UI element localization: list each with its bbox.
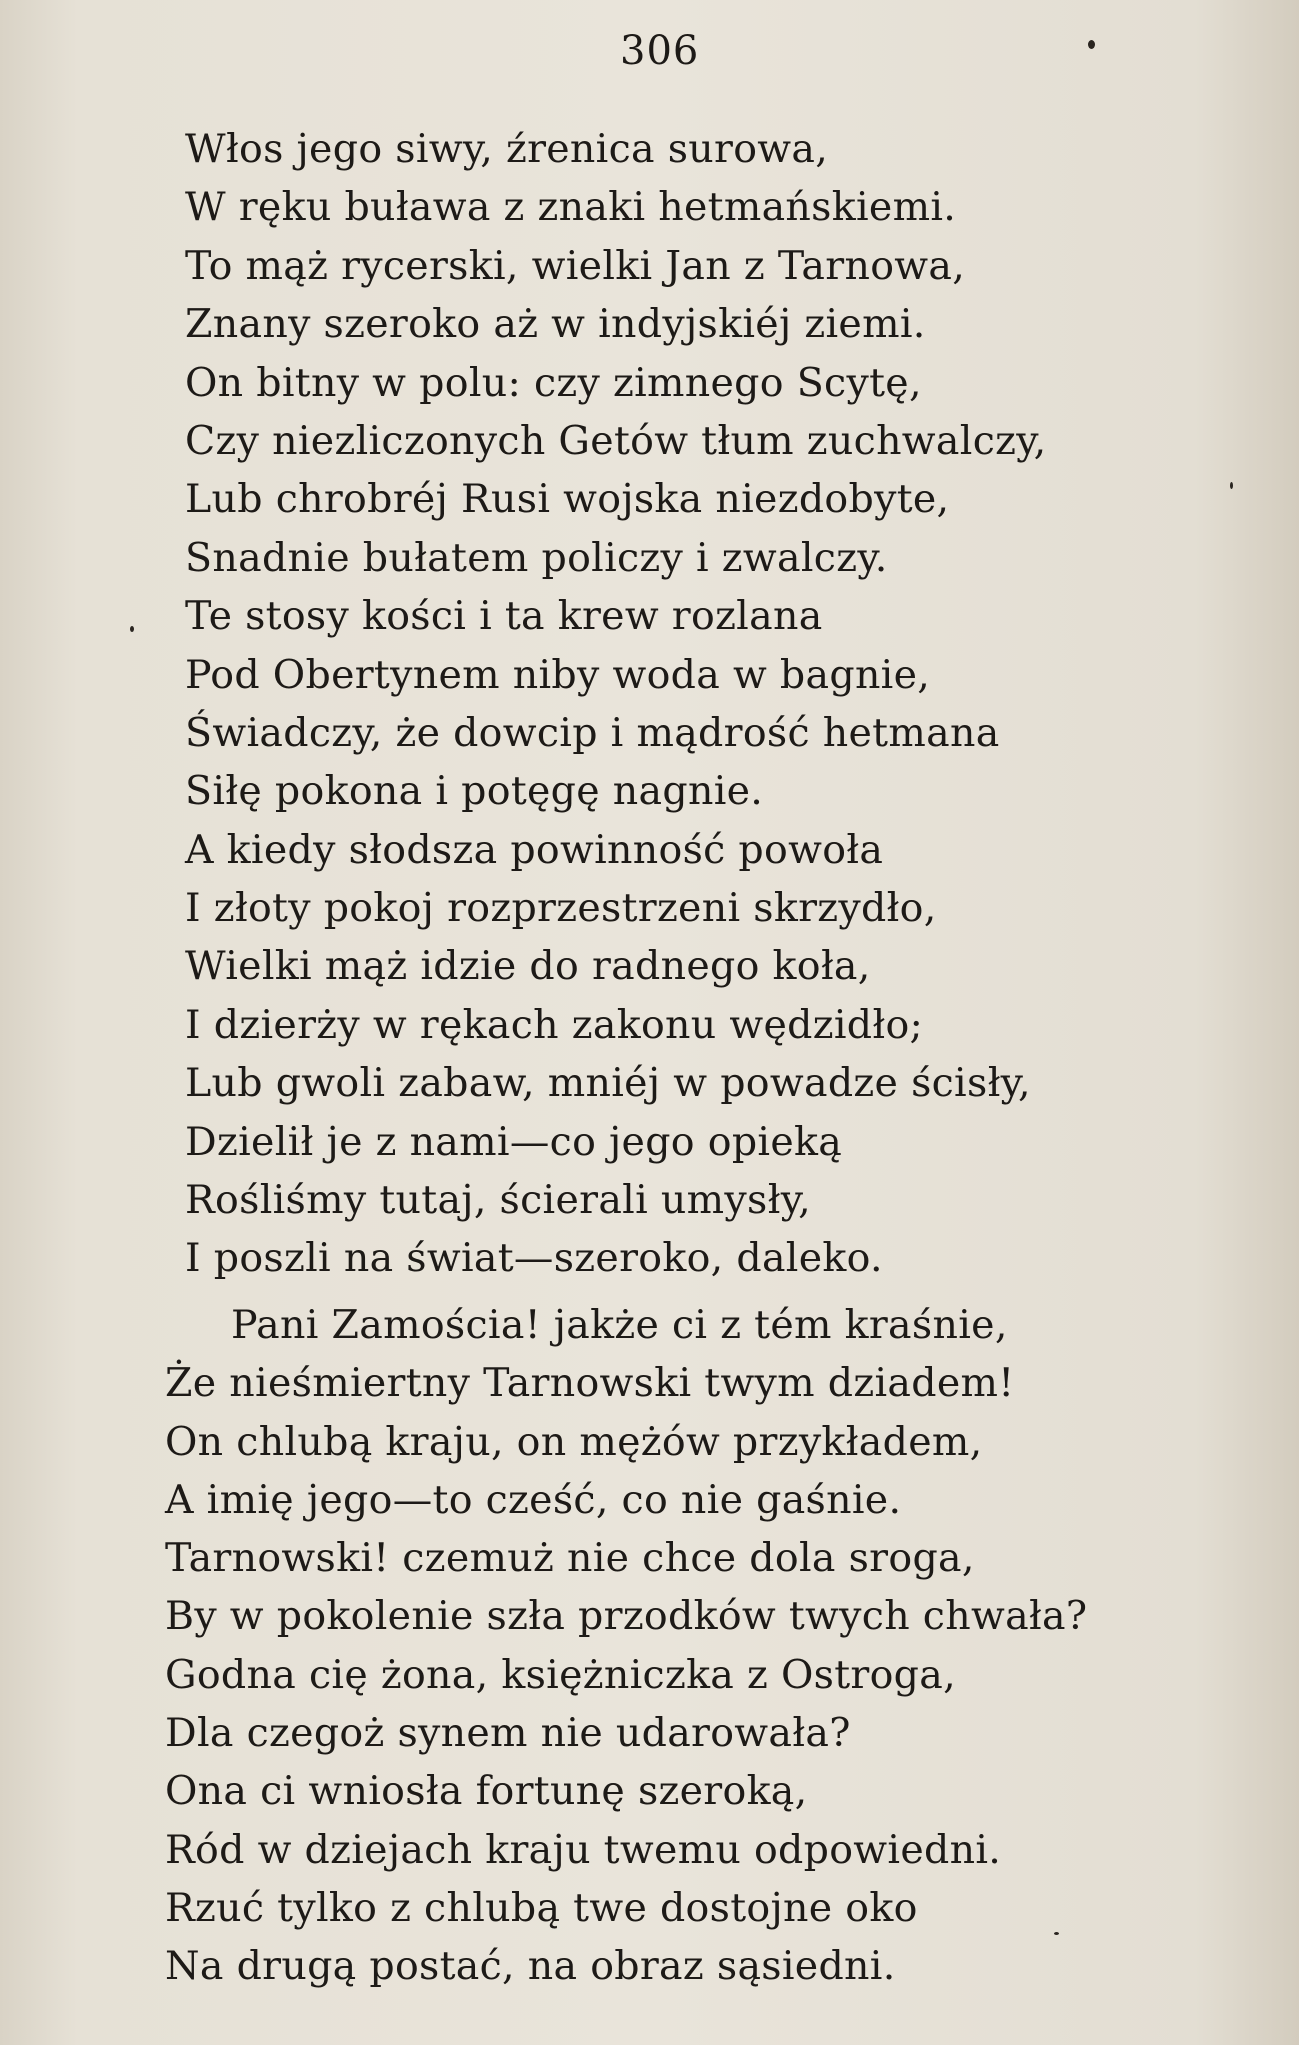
poem-line: Ród w dziejach kraju twemu odpowiedni.: [165, 1826, 1002, 1873]
poem-line: Lub chrobréj Rusi wojska niezdobyte,: [185, 476, 950, 523]
poem-line: Pod Obertynem niby woda w bagnie,: [185, 651, 931, 698]
ink-speck: [1088, 40, 1095, 49]
poem-stanza-2: [165, 1296, 1275, 1996]
poem-line: Te stosy kości i ta krew rozlana: [185, 593, 823, 640]
poem-line: Wielki mąż idzie do radnego koła,: [185, 943, 871, 990]
poem-line: Siłę pokona i potęgę nagnie.: [185, 768, 764, 815]
poem-line: Dzielił je z nami—co jego opieką: [185, 1118, 843, 1165]
poem-line: I dzierży w rękach zakonu wędzidło;: [185, 1001, 924, 1048]
poem-line: Snadnie bułatem policzy i zwalczy.: [185, 534, 888, 581]
poem-line: W ręku buława z znaki hetmańskiemi.: [185, 184, 957, 231]
poem-line: Czy niezliczonych Getów tłum zuchwalczy,: [185, 417, 1047, 464]
poem-line: Że nieśmiertny Tarnowski twym dziadem!: [165, 1360, 1015, 1407]
poem-line: Dla czegoż synem nie udarowała?: [165, 1710, 851, 1757]
poem-line: Tarnowski! czemuż nie chce dola sroga,: [165, 1535, 975, 1582]
poem-line: On bitny w polu: czy zimnego Scytę,: [185, 359, 922, 406]
poem-line: Włos jego siwy, źrenica surowa,: [185, 126, 829, 172]
page-number: 306: [620, 28, 700, 74]
poem-line: Świadczy, że dowcip i mądrość hetmana: [185, 709, 1000, 756]
poem-line: Na drugą postać, na obraz sąsiedni.: [165, 1943, 896, 1990]
poem-line: I złoty pokoj rozprzestrzeni skrzydło,: [185, 885, 937, 932]
poem-line: A imię jego—to cześć, co nie gaśnie.: [165, 1476, 902, 1523]
poem-line: Ona ci wniosła fortunę szeroką,: [165, 1768, 808, 1815]
poem-line: I poszli na świat—szeroko, daleko.: [185, 1235, 883, 1282]
poem-stanza-1: [185, 120, 1185, 1288]
poem-line: Godna cię żona, księżniczka z Ostroga,: [165, 1651, 956, 1698]
ink-speck: [1230, 482, 1233, 489]
poem-line: A kiedy słodsza powinność powoła: [185, 826, 884, 873]
poem-line: By w pokolenie szła przodków twych chwała?: [165, 1593, 1088, 1640]
poem-line: Lub gwoli zabaw, mniéj w powadze ścisły,: [185, 1060, 1031, 1107]
poem-line: On chlubą kraju, on mężów przykładem,: [165, 1418, 983, 1465]
ink-speck: [130, 626, 134, 632]
poem-line: Pani Zamościa! jakże ci z tém kraśnie,: [231, 1302, 1008, 1348]
poem-line: To mąż rycerski, wielki Jan z Tarnowa,: [185, 242, 966, 289]
poem-line: Rzuć tylko z chlubą twe dostojne oko: [165, 1884, 918, 1931]
poem-line: Znany szeroko aż w indyjskiéj ziemi.: [185, 301, 926, 348]
poem-line: Rośliśmy tutaj, ścierali umysły,: [185, 1177, 811, 1224]
